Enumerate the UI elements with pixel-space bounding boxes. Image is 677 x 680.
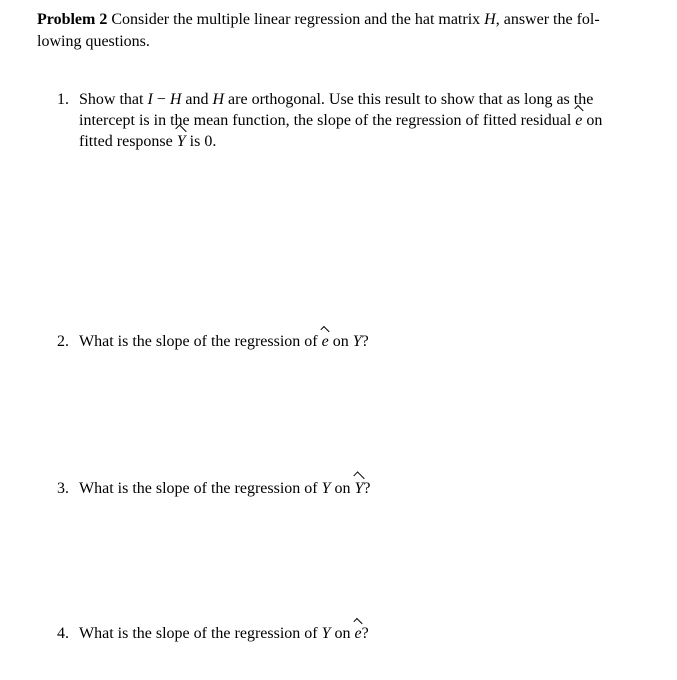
text-segment: is 0.	[185, 133, 217, 150]
text-segment: fitted response	[79, 133, 177, 150]
text-segment: ?	[363, 480, 371, 497]
response-symbol: Y	[321, 625, 331, 642]
hat-matrix-symbol: H	[484, 11, 496, 28]
question-text	[79, 623, 653, 644]
text-segment: on	[328, 333, 353, 350]
text-segment: on	[582, 112, 603, 129]
text-segment: and	[181, 91, 213, 108]
fitted-response-symbol: Y	[176, 133, 186, 150]
text-segment: on	[330, 480, 355, 497]
fitted-response-symbol: Y	[354, 480, 364, 497]
text-segment: What is the slope of the regression of	[79, 480, 322, 497]
response-symbol: Y	[321, 480, 331, 497]
question-number: 2.	[57, 333, 69, 350]
text-segment: What is the slope of the regression of	[79, 333, 322, 350]
residual-symbol: e	[575, 112, 583, 129]
question-4	[57, 623, 653, 644]
problem-intro	[37, 9, 653, 53]
question-3	[57, 478, 653, 499]
intro-text-a: Consider the multiple linear regression and the hat matrix	[107, 11, 485, 28]
question-2	[57, 331, 653, 352]
text-segment: ?	[361, 333, 369, 350]
text-segment: are orthogonal. Use this result to show that as long as the	[224, 91, 594, 108]
text-segment: ?	[361, 625, 369, 642]
identity-symbol: I	[147, 91, 153, 108]
minus-sign: −	[152, 91, 170, 108]
question-text	[79, 331, 653, 352]
residual-symbol: e	[354, 625, 362, 642]
question-1	[57, 89, 653, 152]
intro-text-c: lowing questions.	[37, 33, 150, 50]
question-text	[79, 89, 653, 152]
problem-heading: Problem 2	[37, 11, 108, 28]
hat-matrix-symbol: H	[212, 91, 225, 108]
text-segment: on	[330, 625, 355, 642]
question-number: 1.	[57, 91, 69, 108]
hat-matrix-symbol: H	[169, 91, 182, 108]
response-symbol: Y	[352, 333, 362, 350]
intro-text-b: , answer the fol-	[495, 11, 600, 28]
text-segment: Show that	[79, 91, 148, 108]
text-segment: What is the slope of the regression of	[79, 625, 322, 642]
text-segment: intercept is in the mean function, the slope of the regression of fitted residual	[79, 112, 576, 129]
question-number: 4.	[57, 625, 69, 642]
question-text	[79, 478, 653, 499]
residual-symbol: e	[321, 333, 329, 350]
question-number: 3.	[57, 480, 69, 497]
